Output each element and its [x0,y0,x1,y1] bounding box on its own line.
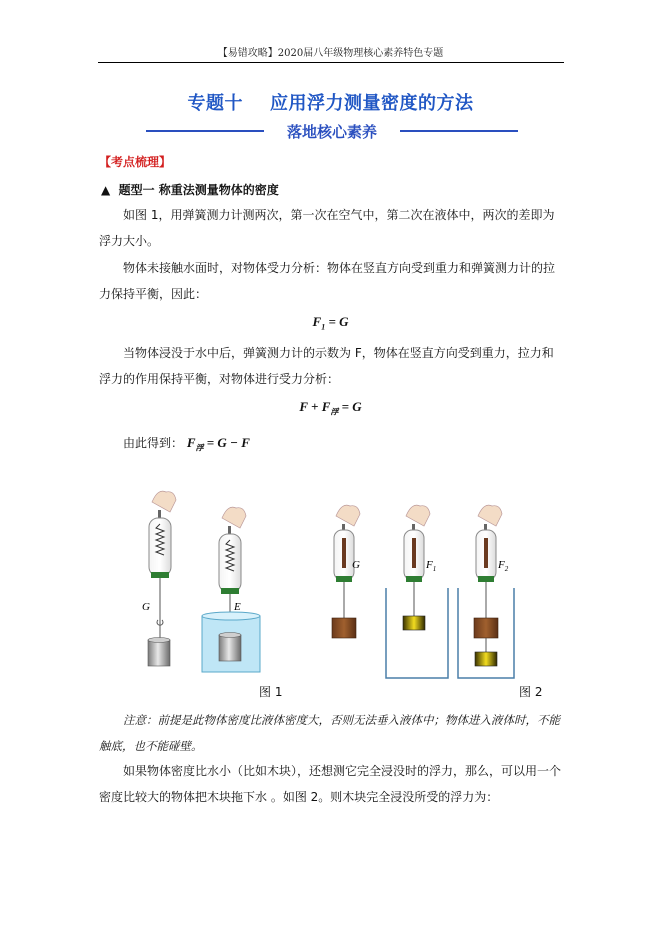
formula-3-sub: 浮 [195,443,204,453]
paragraph-3: 当物体浸没于水中后，弹簧测力计的示数为 F，物体在竖直方向受到重力，拉力和浮力的作用保持平衡，对物体进行受力分析： [99,346,554,386]
scale-band [151,572,169,578]
formula-2 [0,399,661,418]
formula-3-rhs: = G − F [206,435,250,450]
hand-icon [478,505,502,526]
formula-1-rhs: = G [328,314,349,329]
formula-2-sub: 浮 [330,407,339,417]
label-f1-fig2 [425,559,436,573]
note-text: 注意：前提是此物体密度比液体密度大，否则无法垂入液体中；物体进入液体时，不能触底，也不能碰壁。 [99,713,560,753]
formula-1-lhs: F [312,314,322,329]
title-number: 专题十 [187,93,243,114]
wood-block [474,618,498,638]
fig2-scale-wood-and-sinker [458,505,514,678]
page-title [0,89,661,115]
formula-2-lhs: F + F [299,399,331,414]
fig1-scale-in-water [202,507,260,672]
hand-icon [222,507,246,528]
empty-container [386,588,448,678]
label-e-fig1: E [234,601,241,613]
metal-weight [148,640,170,666]
paragraph-2: 物体未接触水面时，对物体受力分析：物体在竖直方向受到重力和弹簧测力计的拉力保持平衡，因此： [99,261,556,301]
fig2-scale-in-air [332,505,360,638]
paragraph-1: 如图 1，用弹簧测力计测两次，第一次在空气中，第二次在液体中，两次的差即为浮力大小。 [99,208,555,248]
banner-line-right [400,130,518,132]
paragraph-4-prefix: 由此得到： [123,436,184,450]
sinker-weight [403,616,425,630]
hand-icon [152,491,176,512]
paragraph-4 [123,430,586,462]
formula-3-lhs: F [186,435,196,450]
label-f2-letter: F [498,559,505,571]
formula-1 [0,314,661,332]
figure-2-caption: 图 2 [519,685,543,699]
fig2-scale-with-sinker [386,505,448,678]
paragraph-5: 如果物体密度比水小（比如木块），还想测它完全浸没时的浮力，那么，可以用一个密度比较大的物体把木块拖下水 。如图 2。则木块完全浸没所受的浮力为： [99,764,562,804]
label-g-fig2: G [352,559,360,571]
label-f1-sub: 1 [432,565,437,573]
title-text: 应用浮力测量密度的方法 [270,93,474,114]
question-type-label: 题型一 称重法测量物体的密度 [118,183,279,197]
page-header: 【易错攻略】2020届八年级物理核心素养特色专题 [217,48,444,59]
sinker-weight [475,652,497,666]
formula-2-rhs: = G [341,399,362,414]
banner-line-left [146,130,264,132]
label-f2-sub: 2 [504,565,509,573]
formula-1-sub: 1 [321,322,326,332]
banner-label: 落地核心素养 [286,123,377,141]
triangle-icon: ▲ [101,183,111,197]
label-g-fig1: G [142,601,150,613]
hand-icon [336,505,360,526]
metal-weight [219,635,241,661]
label-f2-fig2 [497,559,509,573]
question-type-heading [101,181,279,198]
label-f1-letter: F [426,559,433,571]
scale-band [221,588,239,594]
hand-icon [406,505,430,526]
figures-illustration [0,480,661,705]
header-divider [98,62,564,63]
formula-3 [186,435,250,453]
wood-block [332,618,356,638]
fig1-scale-in-air [142,491,176,666]
section-heading: 【考点梳理】 [99,155,172,169]
figure-1-caption: 图 1 [259,685,283,699]
